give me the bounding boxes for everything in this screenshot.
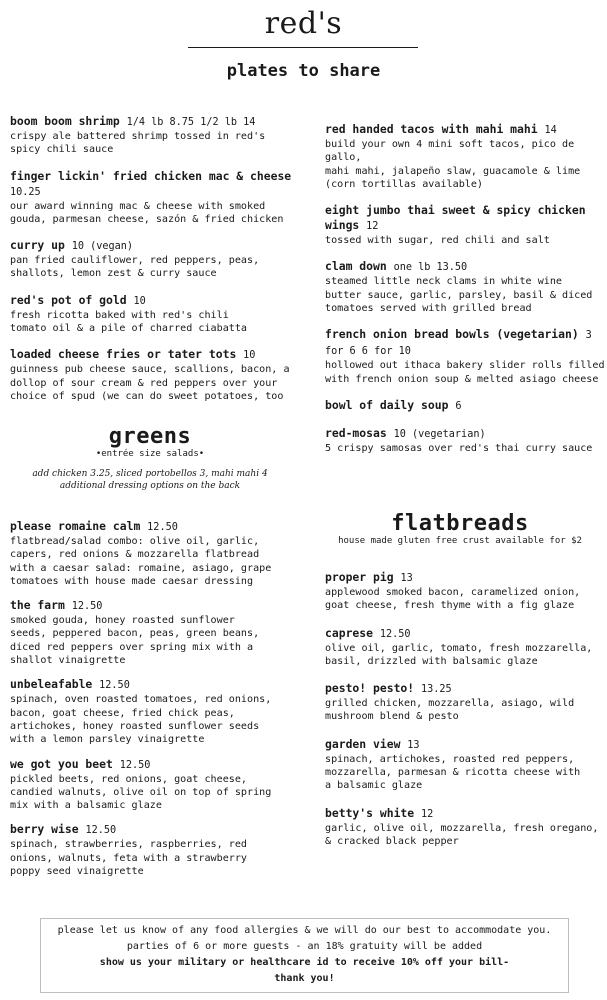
menu-item-title: clam down (325, 259, 387, 274)
menu-item (325, 122, 607, 191)
flatbreads-column (325, 570, 607, 861)
menu-item (10, 169, 292, 227)
menu-item-description: spinach, artichokes, roasted red peppers, mozzarella, parmesan & ricotta cheese with a balsamic glaze (325, 753, 581, 792)
menu-item-title: boom boom shrimp (10, 114, 120, 128)
menu-item (325, 806, 607, 849)
greens-addons-note: add chicken 3.25, sliced portobellos 3, mahi mahi 4 additional dressing options on the back (32, 469, 268, 491)
greens-column (10, 519, 292, 888)
menu-item-name (325, 398, 607, 414)
menu-item-price: 10 (vegetarian) (393, 428, 486, 440)
menu-item-title: we got you beet (10, 756, 113, 771)
menu-item-title: please romaine calm (10, 519, 141, 533)
menu-item-name (10, 822, 292, 838)
menu-item (10, 114, 292, 157)
menu-item-name (10, 519, 292, 535)
section-title-flatbreads: flatbreads (391, 511, 529, 536)
menu-item-price: 12.50 (119, 759, 151, 771)
menu-item-name (325, 681, 607, 697)
menu-item-title: french onion bread bowls (vegetarian) (325, 327, 579, 342)
menu-item-name (325, 570, 607, 586)
flatbreads-header (315, 511, 605, 546)
menu-item-description: olive oil, garlic, tomato, fresh mozzarella, basil, drizzled with balsamic glaze (325, 642, 593, 667)
menu-item-description: crispy ale battered shrimp tossed in red's spicy chili sauce (10, 131, 266, 156)
allergy-note: please let us know of any food allergies & we will do our best to accommodate you. (57, 925, 552, 936)
menu-item-description: grilled chicken, mozzarella, asiago, wild mushroom blend & pesto (325, 698, 575, 723)
menu-item-price: 12.50 (379, 628, 411, 640)
menu-item-price: 13.25 (421, 684, 452, 696)
menu-item-price: 10.25 (10, 186, 41, 198)
menu-item-name (10, 293, 292, 309)
menu-item-description: spinach, strawberries, raspberries, red onions, walnuts, feta with a strawberry poppy seed vinaigrette (10, 839, 248, 878)
menu-item (10, 677, 292, 746)
footer-notice (40, 918, 569, 993)
menu-item-price: 6 (455, 400, 462, 412)
menu-item-price: 10 (vegan) (71, 241, 134, 253)
menu-item (325, 681, 607, 724)
menu-item-name (325, 737, 607, 753)
menu-item-description: flatbread/salad combo: olive oil, garlic, capers, red onions & mozzarella flatbread with a caesar salad: romaine, asiago, grape tomatoes with house made caesar dressing (10, 536, 272, 587)
menu-item-price: one lb 13.50 (393, 262, 468, 274)
menu-item-description: our award winning mac & cheese with smoked gouda, parmesan cheese, sazón & fried chicken (10, 200, 284, 225)
menu-item-price: 12 (421, 808, 434, 820)
menu-item (325, 426, 607, 455)
menu-item (10, 293, 292, 336)
flatbreads-subtitle: house made gluten free crust available for $2 (338, 536, 582, 546)
menu-item-price: 13 (407, 739, 420, 751)
menu-item-price: 12.50 (147, 522, 178, 533)
menu-item-price: 12.50 (85, 825, 117, 837)
menu-item-title: red's pot of gold (10, 292, 127, 307)
restaurant-title: red's (264, 6, 343, 41)
menu-item-title: the farm (10, 598, 65, 613)
menu-item-description: applewood smoked bacon, caramelized onion, goat cheese, fresh thyme with a fig glaze (325, 587, 581, 612)
menu-item-price: 12 (366, 221, 379, 233)
menu-item-name (325, 806, 607, 822)
menu-item-name (325, 626, 607, 642)
menu-item-title: finger lickin' fried chicken mac & cheese (10, 168, 292, 183)
menu-item-name (10, 757, 292, 773)
menu-item-title: garden view (325, 736, 401, 751)
menu-item (325, 570, 607, 613)
menu-item-description: tossed with sugar, red chili and salt (325, 235, 550, 247)
menu-item-price: 12.50 (99, 680, 130, 692)
menu-item-description: garlic, olive oil, mozzarella, fresh oregano, & cracked black pepper (325, 822, 599, 847)
menu-item-name (325, 426, 607, 442)
menu-item (325, 398, 607, 414)
menu-item-title: proper pig (325, 570, 394, 584)
gratuity-note: parties of 6 or more guests - an 18% gratuity will be added (126, 941, 483, 952)
menu-item-price: 3 for 6 6 for 10 (325, 330, 592, 358)
menu-item-name (325, 259, 607, 275)
menu-item-title: berry wise (10, 822, 79, 837)
menu-item (325, 203, 607, 247)
menu-item-name (10, 114, 292, 130)
menu-item-price: 14 (544, 125, 557, 136)
menu-item-description: spinach, oven roasted tomatoes, red onions, bacon, goat cheese, fried chick peas, artichokes, honey roasted sunflower seeds with a lemon parsley vinaigrette (10, 694, 272, 746)
discount-note: show us your military or healthcare id to receive 10% off your bill- (99, 957, 510, 968)
menu-item-title: unbeleafable (10, 677, 93, 692)
menu-item-title: pesto! pesto! (325, 681, 415, 696)
menu-item-name (10, 347, 292, 363)
menu-item-price: 12.50 (71, 601, 103, 613)
menu-item (325, 737, 607, 793)
menu-item (10, 238, 292, 281)
menu-item-description: smoked gouda, honey roasted sunflower seeds, peppered bacon, peas, green beans, diced red peppers over spring mix with a shallot vinaigrette (10, 615, 260, 667)
menu-item-description: fresh ricotta baked with red's chili tomato oil & a pile of charred ciabatta (10, 309, 248, 335)
menu-item (10, 598, 292, 667)
thank-you-note: thank you! (274, 973, 335, 984)
menu-item-description: pickled beets, red onions, goat cheese, candied walnuts, olive oil on top of spring mix with a balsamic glaze (10, 773, 272, 812)
title-divider (188, 47, 418, 48)
menu-item-name (10, 169, 292, 200)
menu-item-name (10, 238, 292, 254)
menu-item-description: hollowed out ithaca bakery slider rolls filled with french onion soup & melted asiago cheese (325, 360, 605, 385)
menu-item (10, 757, 292, 813)
section-title-plates: plates to share (226, 61, 381, 81)
menu-item-price: 10 (243, 350, 256, 362)
menu-item-title: loaded cheese fries or tater tots (10, 347, 237, 362)
menu-item-description: steamed little neck clams in white wine butter sauce, garlic, parsley, basil & diced tomatoes served with grilled bread (325, 276, 593, 315)
menu-item-description: pan fried cauliflower, red peppers, peas, shallots, lemon zest & curry sauce (10, 255, 260, 280)
menu-item-name (325, 203, 607, 234)
menu-item-title: red-mosas (325, 425, 387, 440)
menu-item-description: build your own 4 mini soft tacos, pico de gallo, mahi mahi, jalapeño slaw, guacamole & lime (corn tortillas available) (325, 139, 581, 190)
menu-item-name (325, 327, 607, 359)
menu-item (325, 626, 607, 669)
menu-item-price: 1/4 lb 8.75 1/2 lb 14 (126, 117, 256, 128)
greens-subtitle: •entrée size salads• (95, 449, 205, 459)
menu-item-title: red handed tacos with mahi mahi (325, 122, 538, 136)
menu-item-name (10, 677, 292, 693)
menu-item-title: betty's white (325, 805, 415, 820)
greens-header (0, 424, 300, 492)
menu-item-title: caprese (325, 625, 374, 640)
plates-right-column (325, 122, 607, 467)
menu-item-price: 10 (133, 295, 146, 307)
menu-item-title: bowl of daily soup (325, 397, 449, 412)
menu-item-title: curry up (10, 238, 65, 253)
plates-left-column (10, 114, 292, 415)
menu-item-name (10, 598, 292, 614)
menu-item-description: guinness pub cheese sauce, scallions, bacon, a dollop of sour cream & red peppers over your choice of spud (we can do sweet potatoes, too (10, 364, 290, 402)
menu-item-name (325, 122, 607, 138)
menu-item (10, 519, 292, 588)
menu-item-description: 5 crispy samosas over red's thai curry sauce (325, 442, 593, 454)
section-title-greens: greens (108, 424, 192, 449)
menu-item (325, 259, 607, 315)
menu-item (325, 327, 607, 386)
menu-item-title: eight jumbo thai sweet & spicy chicken wings (325, 203, 586, 233)
menu-item (10, 347, 292, 403)
menu-item (10, 822, 292, 878)
menu-item-price: 13 (400, 573, 413, 584)
